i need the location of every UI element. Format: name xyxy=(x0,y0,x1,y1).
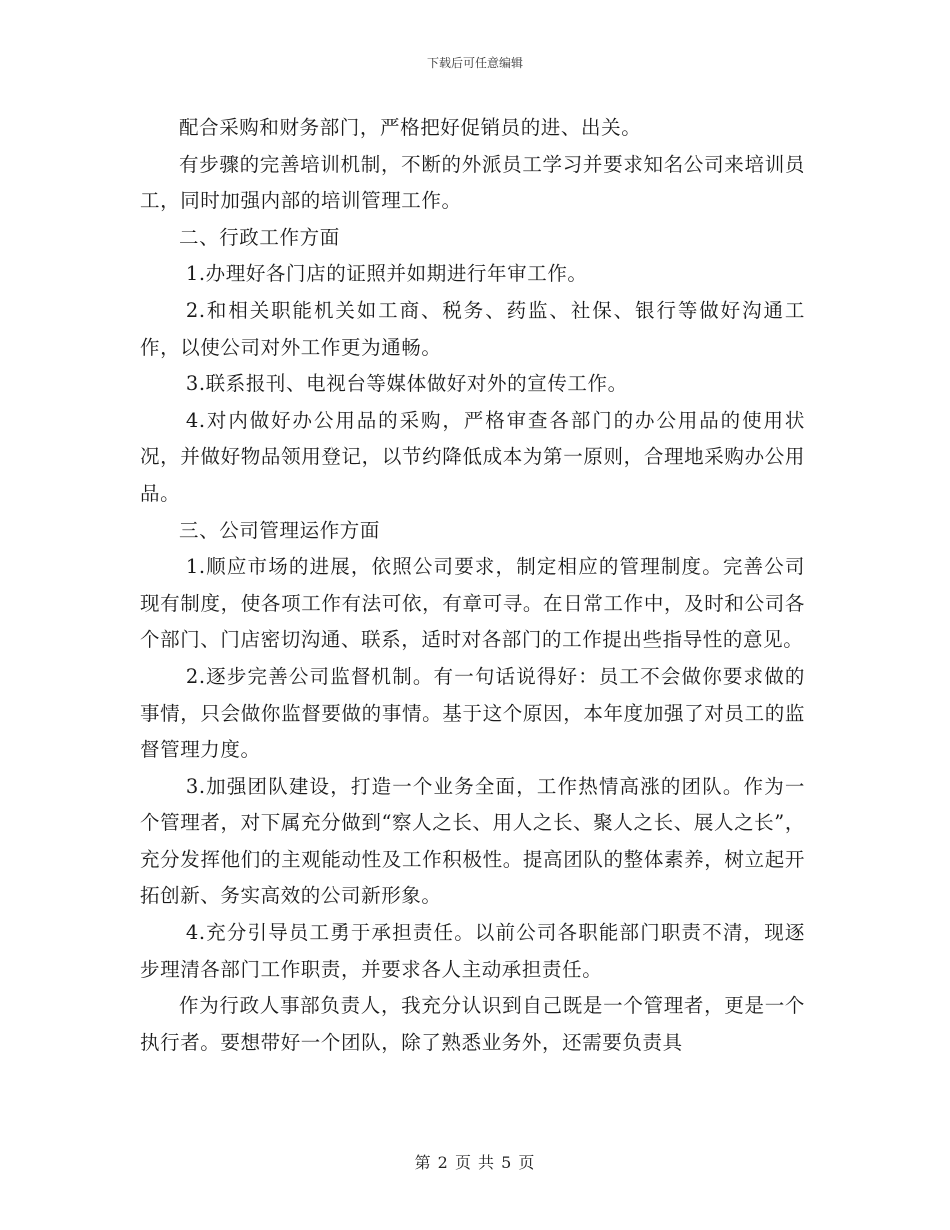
list-item: 3.加强团队建设，打造一个业务全面，工作热情高涨的团队。作为一个管理者，对下属充分做到“察人之长、用人之长、聚人之长、展人之长”，充分发挥他们的主观能动性及工作积极性。提高团队的整体素养，树立起开拓创新、务实高效的公司新形象。 xyxy=(140,774,805,908)
document-body xyxy=(140,110,805,1061)
list-item: 1.顺应市场的进展，依照公司要求，制定相应的管理制度。完善公司现有制度，使各项工作有法可依，有章可寻。在日常工作中，及时和公司各个部门、门店密切沟通、联系，适时对各部门的工作提出些指导性的意见。 xyxy=(140,555,805,652)
list-item: 1.办理好各门店的证照并如期进行年审工作。 xyxy=(185,262,588,286)
page-header: 下载后可任意编辑 xyxy=(426,56,523,70)
list-item: 3.联系报刊、电视台等媒体做好对外的宣传工作。 xyxy=(185,372,628,396)
paragraph: 作为行政人事部负责人，我充分认识到自己既是一个管理者，更是一个执行者。要想带好一个团队，除了熟悉业务外，还需要负责具 xyxy=(140,994,805,1054)
list-item: 2.逐步完善公司监督机制。有一句话说得好：员工不会做你要求做的事情，只会做你监督要做的事情。基于这个原因，本年度加强了对员工的监督管理力度。 xyxy=(140,664,805,762)
section-heading: 三、公司管理运作方面 xyxy=(179,518,381,542)
page-footer: 第 2 页 共 5 页 xyxy=(414,1153,536,1172)
list-item: 4.对内做好办公用品的采购，严格审查各部门的办公用品的使用状况，并做好物品领用登记，以节约降低成本为第一原则，合理地采购办公用品。 xyxy=(140,408,805,505)
paragraph: 有步骤的完善培训机制，不断的外派员工学习并要求知名公司来培训员工，同时加强内部的培训管理工作。 xyxy=(140,152,805,213)
paragraph: 配合采购和财务部门，严格把好促销员的进、出关。 xyxy=(179,116,642,139)
section-heading: 二、行政工作方面 xyxy=(179,225,340,249)
list-item: 4.充分引导员工勇于承担责任。以前公司各职能部门职责不清，现逐步理清各部门工作职责，并要求各人主动承担责任。 xyxy=(140,921,805,981)
list-item: 2.和相关职能机关如工商、税务、药监、社保、银行等做好沟通工作，以使公司对外工作更为通畅。 xyxy=(140,298,805,359)
